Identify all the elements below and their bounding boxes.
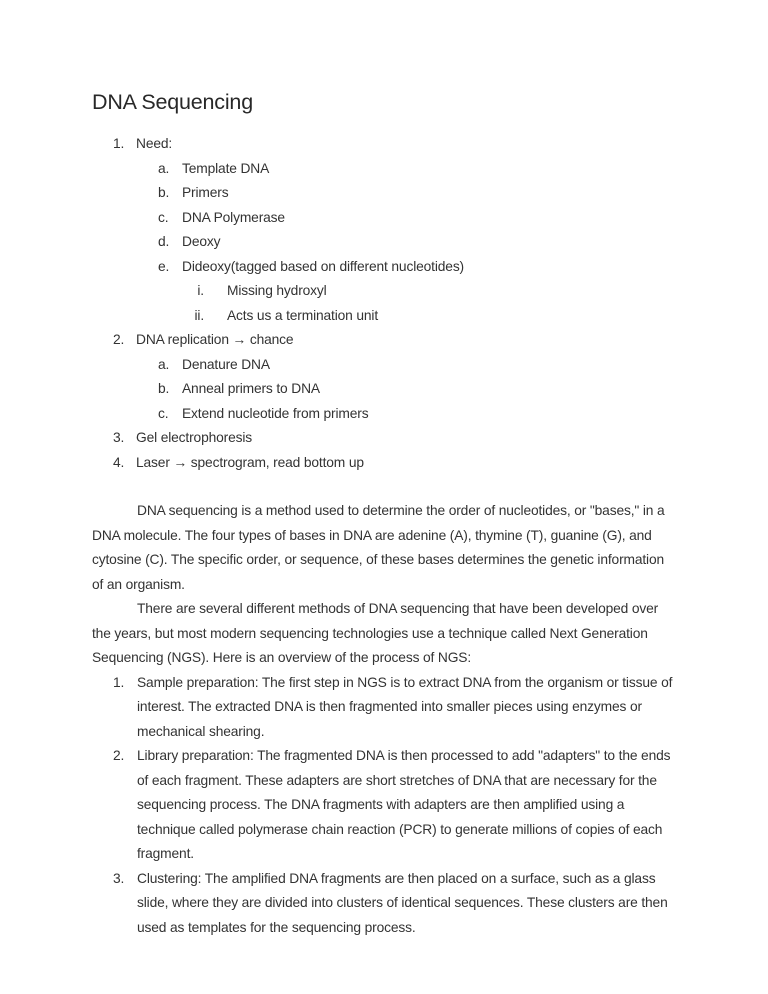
list-item-text: Template DNA (182, 160, 270, 176)
list-item (92, 353, 676, 378)
list-marker: 3. (113, 430, 125, 445)
page-title: DNA Sequencing (92, 90, 253, 114)
list-item (92, 206, 676, 231)
list-marker: a. (158, 356, 170, 372)
list-item (92, 867, 676, 941)
list-item (92, 157, 676, 182)
list-marker: e. (158, 258, 170, 274)
list-item (92, 279, 676, 304)
list-item (92, 328, 676, 353)
list-marker: 2. (113, 748, 125, 763)
list-item-text: DNA Polymerase (182, 209, 285, 225)
list-item-text: Acts us a termination unit (227, 307, 379, 323)
list-item-text: DNA replication → chance (136, 332, 294, 347)
list-marker: c. (158, 209, 169, 225)
list-marker: b. (158, 185, 170, 200)
list-marker: 3. (113, 870, 125, 886)
list-item (92, 671, 676, 745)
list-item-text: Clustering: The amplified DNA fragments are then placed on a surface, such as a glass slide, where they are divided into clusters of identical sequences. These clusters are then used as templates for the sequencing process. (137, 870, 668, 935)
list-item (92, 181, 676, 206)
list-marker: ii. (194, 307, 204, 323)
paragraph: DNA sequencing is a method used to determine the order of nucleotides, or "bases," in a DNA molecule. The four types of bases in DNA are adenine (A), thymine (T), guanine (G), and cytosine (C). The specific order, or sequence, of these bases determines the genetic information of an organism. (92, 503, 665, 592)
list-item-text: Deoxy (182, 234, 221, 249)
list-item-text: Sample preparation: The first step in NGS is to extract DNA from the organism or tissue of interest. The extracted DNA is then fragmented into smaller pieces using enzymes or mechanical shearing. (137, 674, 673, 739)
list-item-text: Dideoxy(tagged based on different nucleotides) (182, 258, 465, 274)
list-item (92, 402, 676, 427)
list-item-text: Library preparation: The fragmented DNA is then processed to add "adapters" to the ends of each fragment. These adapters are short stretches of DNA that are necessary for the sequencing process. The DNA fragments with adapters are then amplified using a technique called polymerase chain reaction (PCR) to generate millions of copies of each fragment. (137, 748, 671, 861)
ngs-process-list (92, 671, 676, 941)
list-item-text: Anneal primers to DNA (182, 381, 320, 396)
list-item (92, 132, 676, 157)
list-item-text: Laser → spectrogram, read bottom up (136, 454, 364, 470)
list-marker: i. (197, 283, 204, 298)
list-item (92, 426, 676, 451)
body-paragraphs (92, 499, 676, 671)
list-marker: d. (158, 234, 170, 249)
list-marker: a. (158, 160, 170, 176)
list-item (92, 377, 676, 402)
list-item-text: Missing hydroxyl (227, 283, 327, 298)
list-marker: 4. (113, 454, 125, 470)
list-item (92, 304, 676, 329)
list-item-text: Extend nucleotide from primers (182, 405, 369, 421)
list-item (92, 744, 676, 867)
list-marker: 2. (113, 332, 125, 347)
list-item-text: Denature DNA (182, 356, 270, 372)
outline-list (92, 132, 676, 475)
list-item (92, 451, 676, 476)
list-item (92, 255, 676, 280)
list-item-text: Primers (182, 185, 229, 200)
paragraph: There are several different methods of DNA sequencing that have been developed over the years, but most modern sequencing technologies use a technique called Next Generation Sequencing (NGS). Here is an overview of the process of NGS: (92, 601, 659, 665)
list-item (92, 230, 676, 255)
list-marker: b. (158, 381, 170, 396)
list-item-text: Gel electrophoresis (136, 430, 253, 445)
list-marker: c. (158, 405, 169, 421)
list-marker: 1. (113, 136, 125, 151)
list-marker: 1. (113, 674, 125, 690)
list-item-text: Need: (136, 136, 173, 151)
